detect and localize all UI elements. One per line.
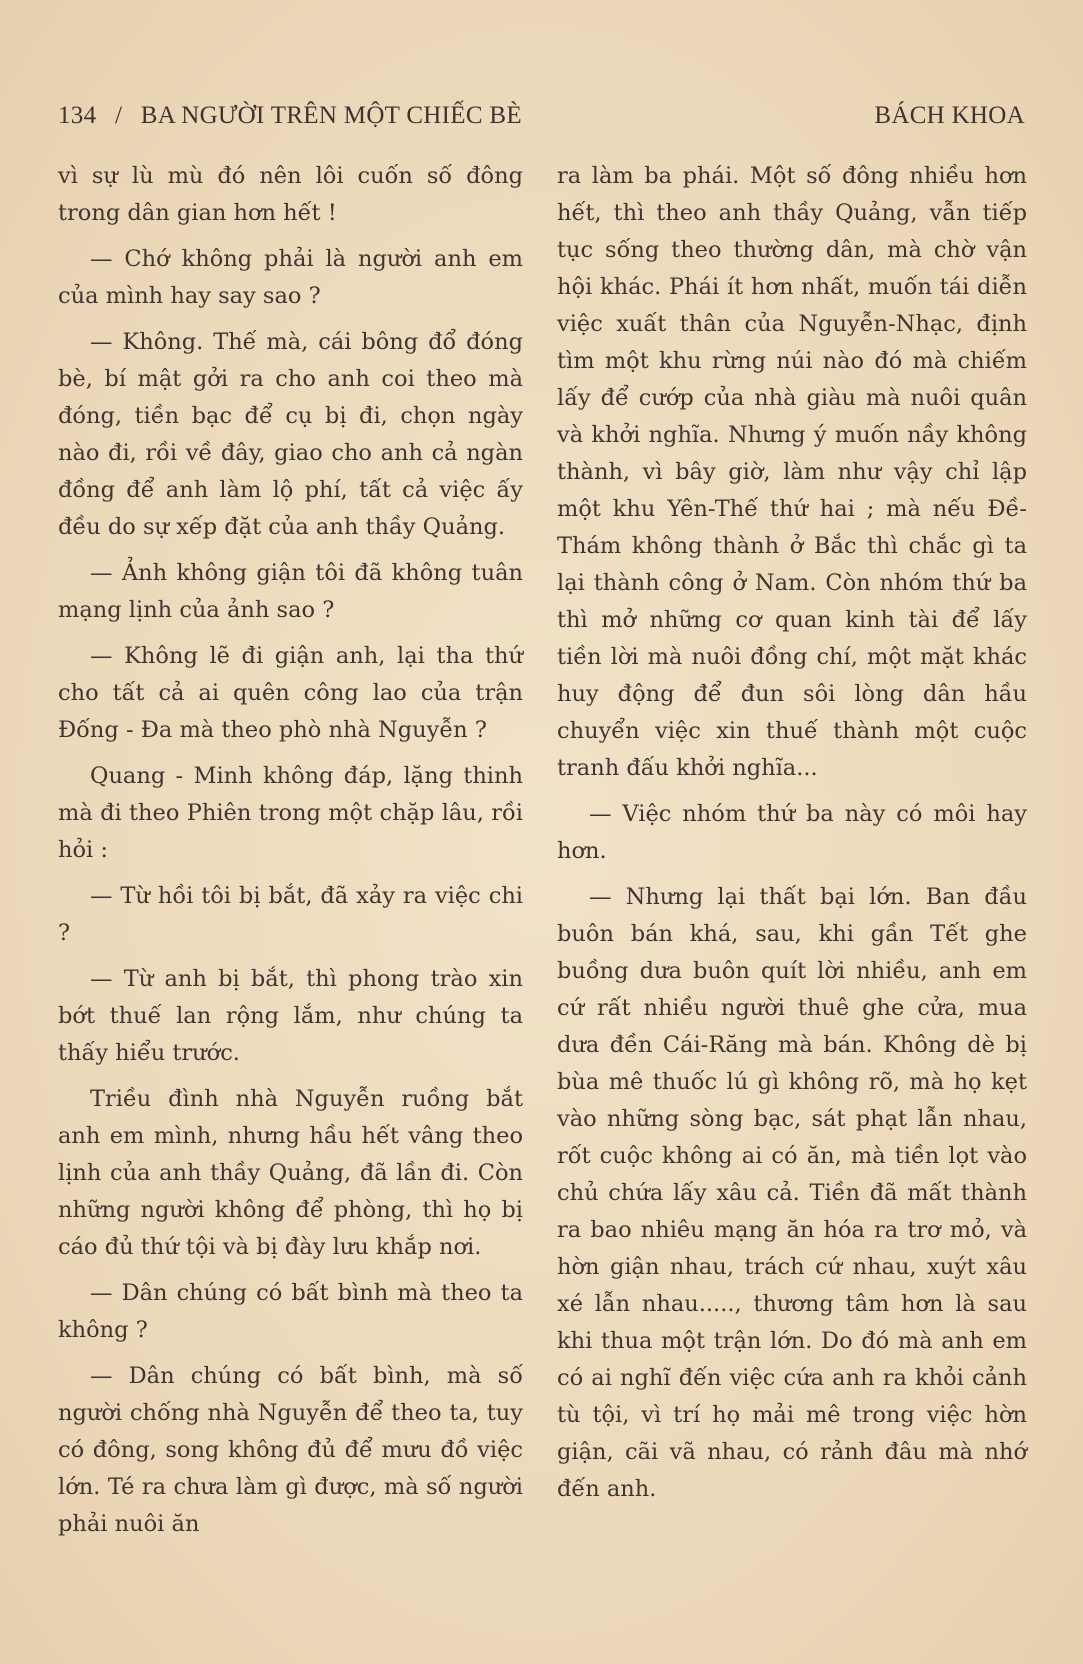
paragraph: — Từ hồi tôi bị bắt, đã xảy ra việc chi ? <box>58 883 523 946</box>
paragraph: — Chớ không phải là người anh em của mình hay say sao ? <box>58 246 523 309</box>
paragraph: — Không. Thế mà, cái bông đổ đóng bè, bí mật gởi ra cho anh coi theo mà đóng, tiền bạc để cụ bị đi, chọn ngày nào đi, rồi về đây, giao cho anh cả ngàn đồng để anh làm lộ phí, tất cả việc ấy đều do sự xếp đặt của anh thầy Quảng. <box>58 329 523 540</box>
paragraph: Triều đình nhà Nguyễn ruồng bắt anh em mình, nhưng hầu hết vâng theo lịnh của anh thầy Quảng, đã lần đi. Còn những người không để phòng, thì họ bị cáo đủ thứ tội và bị đày lưu khắp nơi. <box>58 1086 523 1260</box>
paragraph: — Không lẽ đi giận anh, lại tha thứ cho tất cả ai quên công lao của trận Đống - Đa mà theo phò nhà Nguyễn ? <box>58 643 523 743</box>
paragraph: Quang - Minh không đáp, lặng thinh mà đi theo Phiên trong một chặp lâu, rồi hỏi : <box>58 763 523 863</box>
paragraph: — Việc nhóm thứ ba này có môi hay hơn. <box>557 801 1027 864</box>
left-text-column <box>58 158 523 1552</box>
paragraph: — Dân chúng có bất bình mà theo ta không ? <box>58 1280 523 1343</box>
right-text-column <box>557 158 1027 1517</box>
magazine-name: BÁCH KHOA <box>874 102 1025 129</box>
chapter-title: BA NGƯỜI TRÊN MỘT CHIẾC BÈ <box>140 102 522 129</box>
paragraph: — Nhưng lại thất bại lớn. Ban đầu buôn bán khá, sau, khi gần Tết ghe buồng dưa buôn quít lời nhiều, anh em cứ rất nhiều người thuê ghe cửa, mua dưa đền Cái-Răng mà bán. Không dè bị bùa mê thuốc lú gì không rõ, mà họ kẹt vào những sòng bạc, sát phạt lẫn nhau, rốt cuộc không ai có ăn, mà tiền lọt vào chủ chứa lấy xâu cả. Tiền đã mất thành ra bao nhiêu mạng ăn hóa ra trơ mỏ, và hờn giận nhau, trách cứ nhau, xuýt xâu xé lẫn nhau....., thương tâm hơn là sau khi thua một trận lớn. Do đó mà anh em có ai nghĩ đến việc cứa anh ra khỏi cảnh tù tội, vì trí họ mải mê trong việc hờn giận, cãi vã nhau, có rảnh đâu mà nhớ đến anh. <box>557 884 1027 1502</box>
paragraph: ra làm ba phái. Một số đông nhiều hơn hết, thì theo anh thầy Quảng, vẫn tiếp tục sống theo thường dân, mà chờ vận hội khác. Phái ít hơn nhất, muốn tái diễn việc xuất thân của Nguyễn-Nhạc, định tìm một khu rừng núi nào đó mà chiếm lấy để cướp của nhà giàu mà nuôi quân và khởi nghĩa. Nhưng ý muốn nầy không thành, vì bây giờ, làm như vậy chỉ lập một khu Yên-Thế thứ hai ; mà nếu Đề-Thám không thành ở Bắc thì chắc gì ta lại thành công ở Nam. Còn nhóm thứ ba thì mở những cơ quan kinh tài để lấy tiền lời mà nuôi đồng chí, một mặt khác huy động để đun sôi lòng dân hầu chuyển việc xin thuế thành một cuộc tranh đấu khởi nghĩa... <box>557 163 1027 781</box>
header-separator: / <box>114 102 123 129</box>
page-number: 134 <box>58 102 97 129</box>
header-left <box>58 102 534 130</box>
running-header <box>58 96 1025 136</box>
paragraph: — Ảnh không giận tôi đã không tuân mạng lịnh của ảnh sao ? <box>58 560 523 623</box>
paragraph: — Dân chúng có bất bình, mà số người chống nhà Nguyễn để theo ta, tuy có đông, song không đủ để mưu đồ việc lớn. Té ra chưa làm gì được, mà số người phải nuôi ăn <box>58 1363 523 1537</box>
paragraph: — Từ anh bị bắt, thì phong trào xin bớt thuế lan rộng lắm, như chúng ta thấy hiểu trước. <box>58 966 523 1066</box>
paragraph: vì sự lù mù đó nên lôi cuốn số đông trong dân gian hơn hết ! <box>58 163 523 226</box>
